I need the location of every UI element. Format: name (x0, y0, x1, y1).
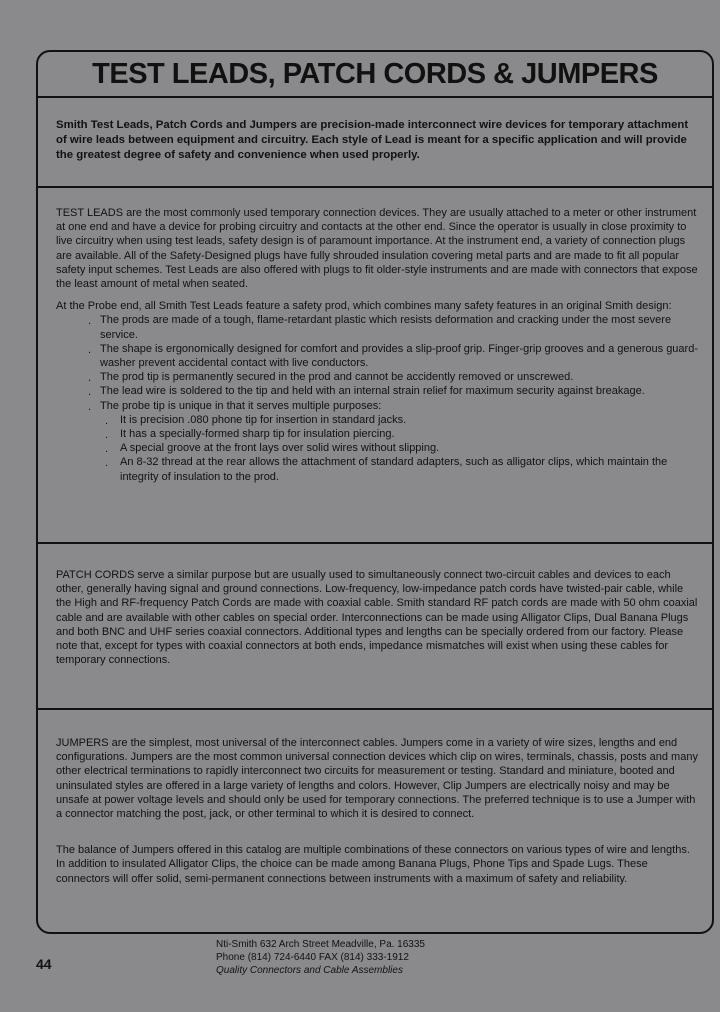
test-leads-divider (36, 542, 714, 544)
intro-divider (36, 186, 714, 188)
page-number: 44 (36, 956, 52, 972)
test-leads-paragraph: TEST LEADS are the most commonly used temporary connection devices. They are usually attached to a meter or other instrument at one end and have a device for probing circuitry and contacts at the other end. Since the operator is usually in close proximity to live circuitry when using test leads, safety design is of paramount importance. At the instrument end, a variety of connection plugs are available. All of the Safety-Designed plugs have fully shrouded insulation covering metal parts and are made to fit all popular safety input schemes. Test Leads are also offered with plugs to fit older-style instruments and are made with connectors that expose the least amount of metal when seated. (56, 207, 698, 291)
probe-features-list (56, 313, 698, 412)
list-item: . The shape is ergonomically designed for comfort and provides a slip-proof grip. Finger-grip grooves and a generous guard-washer prevent accidental contact with live conductors. (100, 342, 698, 370)
footer-address: Nti-Smith 632 Arch Street Meadville, Pa. 16335 (216, 939, 425, 950)
jumpers-section (56, 736, 698, 894)
footer-phone: Phone (814) 724-6440 FAX (814) 333-1912 (216, 952, 409, 963)
list-item: . The prods are made of a tough, flame-retardant plastic which resists deformation and cracking under the most severe service. (100, 313, 698, 341)
list-item: . The probe tip is unique in that it serves multiple purposes: (100, 399, 698, 413)
list-item: . The prod tip is permanently secured in the prod and cannot be accidently removed or unscrewed. (100, 370, 698, 384)
list-item: . A special groove at the front lays over solid wires without slipping. (120, 441, 698, 455)
footer-tagline: Quality Connectors and Cable Assemblies (216, 965, 403, 976)
probe-tip-purposes-list (56, 413, 698, 484)
page-frame (36, 50, 714, 934)
footer-contact (216, 938, 425, 977)
intro-paragraph: Smith Test Leads, Patch Cords and Jumpers are precision-made interconnect wire devices for temporary attachment of wire leads between equipment and circuitry. Each style of Lead is meant for a specific application and will provide the greatest degree of safety and convenience when used properly. (56, 119, 689, 161)
page-title: TEST LEADS, PATCH CORDS & JUMPERS (92, 58, 658, 90)
title-divider (36, 96, 714, 98)
patch-cords-divider (36, 708, 714, 710)
jumpers-balance-paragraph: The balance of Jumpers offered in this catalog are multiple combinations of these connectors on various types of wire and lengths. In addition to insulated Alligator Clips, the choice can be made among Banana Plugs, Phone Tips and Spade Lugs. These connectors will offer solid, semi-permanent connections between instruments with a maximum of safety and reliability. (56, 844, 690, 885)
probe-end-paragraph: At the Probe end, all Smith Test Leads feature a safety prod, which combines many safety features in an original Smith design: (56, 300, 672, 313)
jumpers-paragraph: JUMPERS are the simplest, most universal of the interconnect cables. Jumpers come in a variety of wire sizes, lengths and end configurations. Jumpers are the most common universal connection devices which clip on wires, terminals, chassis, posts and many other electrical terminations to rapidly interconnect two circuits for measurement or testing. Standard and miniature, booted and uninsulated styles are offered in a large variety of lengths and colors. However, Clip Jumpers are electrically noisy and may be unsafe at power voltage levels and should only be used for temporary connections. The preferred technique is to use a Jumper with a connector matching the post, jack, or other terminal to which it is desired to connect. (56, 737, 698, 821)
list-item: . The lead wire is soldered to the tip and held with an internal strain relief for maximum security against breakage. (100, 384, 698, 398)
patch-cords-paragraph: PATCH CORDS serve a similar purpose but are usually used to simultaneously connect two-circuit cables and devices to each other, generally having signal and ground connections. Low-frequency, low-impedance patch cords have twisted-pair cable, while the High and RF-frequency Patch Cords are made with coaxial cable. Smith standard RF patch cords are made with 50 ohm coaxial cable and are available with other cables on special order. Interconnections can be made using Alligator Clips, Dual Banana Plugs and both BNC and UHF series coaxial connectors. Additional types and lengths can be specially ordered from our factory. Please note that, except for types with coaxial connectors at both ends, impedance mismatches will exist when using these cables for temporary connections. (56, 569, 698, 667)
list-item: . It has a specially-formed sharp tip for insulation piercing. (120, 427, 698, 441)
list-item: . It is precision .080 phone tip for insertion in standard jacks. (120, 413, 698, 427)
list-item: . An 8-32 thread at the rear allows the attachment of standard adapters, such as alligator clips, which maintain the integrity of insulation to the prod. (120, 455, 698, 483)
test-leads-section (56, 206, 698, 484)
